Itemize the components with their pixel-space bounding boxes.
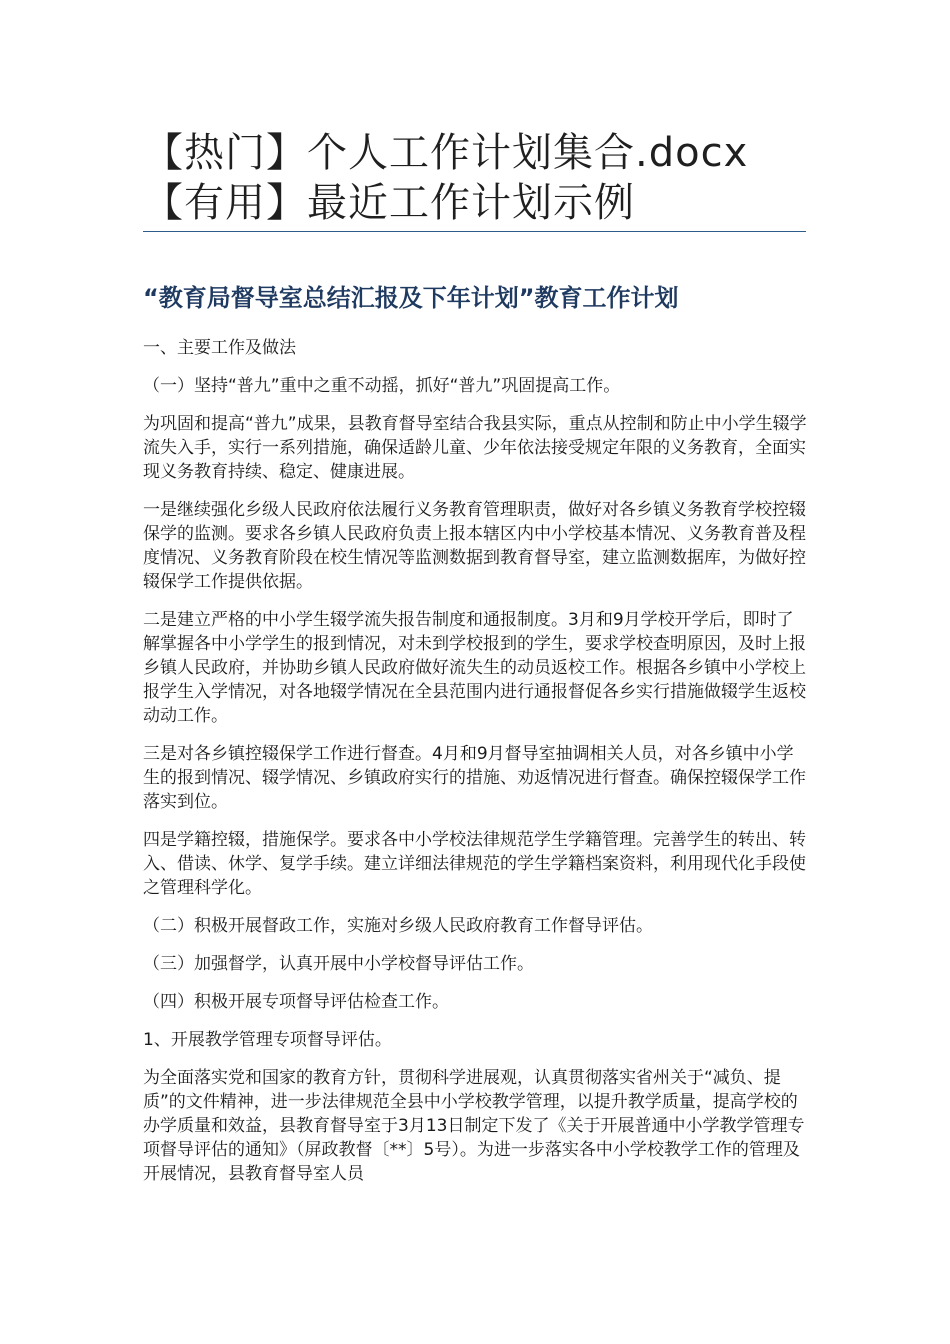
paragraph: （二）积极开展督政工作，实施对乡级人民政府教育工作督导评估。	[143, 916, 653, 936]
paragraph: 三是对各乡镇控辍保学工作进行督查。4月和9月督导室抽调相关人员，对各乡镇中小学生的报到情况、辍学情况、乡镇政府实行的措施、劝返情况进行督查。确保控辍保学工作落实到位。	[143, 744, 806, 812]
document-title: 【热门】个人工作计划集合.docx【有用】最近工作计划示例	[143, 130, 749, 226]
document-body	[143, 336, 807, 1200]
paragraph: 一、主要工作及做法	[143, 338, 296, 358]
paragraph: 四是学籍控辍，措施保学。要求各中小学校法律规范学生学籍管理。完善学生的转出、转入、借读、休学、复学手续。建立详细法律规范的学生学籍档案资料，利用现代化手段使之管理科学化。	[143, 830, 806, 898]
paragraph: 为全面落实党和国家的教育方针，贯彻科学进展观，认真贯彻落实省州关于“减负、提质”的文件精神，进一步法律规范全县中小学校教学管理，以提升教学质量，提高学校的办学质量和效益，县教育督导室于3月13日制定下发了《关于开展普通中小学教学管理专项督导评估的通知》（屏政教督〔**〕5号）。为进一步落实各中小学校教学工作的管理及开展情况，县教育督导室人员	[143, 1068, 805, 1184]
paragraph: （一）坚持“普九”重中之重不动摇，抓好“普九”巩固提高工作。	[143, 376, 621, 396]
paragraph: （三）加强督学，认真开展中小学校督导评估工作。	[143, 954, 534, 974]
paragraph: 二是建立严格的中小学生辍学流失报告制度和通报制度。3月和9月学校开学后，即时了解掌握各中小学学生的报到情况，对未到学校报到的学生，要求学校查明原因，及时上报乡镇人民政府，并协助乡镇人民政府做好流失生的动员返校工作。根据各乡镇中小学校上报学生入学情况，对各地辍学情况在全县范围内进行通报督促各乡实行措施做辍学生返校动动工作。	[143, 610, 806, 726]
paragraph: 为巩固和提高“普九”成果，县教育督导室结合我县实际，重点从控制和防止中小学生辍学流失入手，实行一系列措施，确保适龄儿童、少年依法接受规定年限的义务教育，全面实现义务教育持续、稳定、健康进展。	[143, 414, 807, 482]
section-heading: “教育局督导室总结汇报及下年计划”教育工作计划	[143, 284, 679, 312]
paragraph: 一是继续强化乡级人民政府依法履行义务教育管理职责，做好对各乡镇义务教育学校控辍保学的监测。要求各乡镇人民政府负责上报本辖区内中小学校基本情况、义务教育普及程度情况、义务教育阶段在校生情况等监测数据到教育督导室，建立监测数据库，为做好控辍保学工作提供依据。	[143, 500, 806, 592]
paragraph: 1、开展教学管理专项督导评估。	[143, 1030, 392, 1050]
title-divider	[143, 231, 806, 232]
paragraph: （四）积极开展专项督导评估检查工作。	[143, 992, 449, 1012]
